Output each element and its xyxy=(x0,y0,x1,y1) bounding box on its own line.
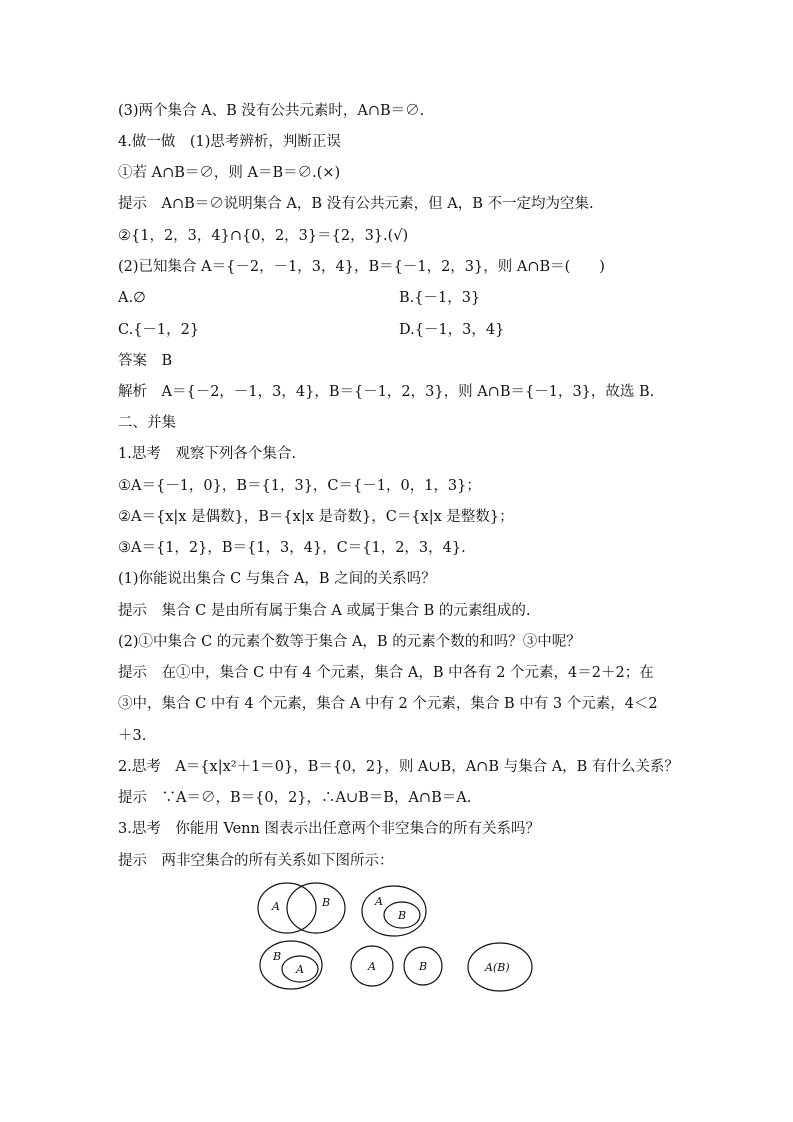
answer-line: 答案 B xyxy=(118,353,173,369)
text-line: ①A＝{－1，0}，B＝{1，3}，C＝{－1，0，1，3}； xyxy=(118,478,481,494)
text-line: ③中，集合 C 中有 4 个元素，集合 A 中有 2 个元素，集合 B 中有 3 个元素，4＜2 xyxy=(118,696,658,712)
venn-b-subset-a xyxy=(362,886,426,936)
option-a: A.∅ xyxy=(118,290,146,306)
text-line: ②A＝{x|x 是偶数}，B＝{x|x 是奇数}，C＝{x|x 是整数}； xyxy=(118,509,514,525)
venn-label-b: B xyxy=(398,909,407,922)
text-line: (2)已知集合 A＝{－2，－1，3，4}，B＝{－1，2，3}，则 A∩B＝( ) xyxy=(118,259,605,275)
text-line: (1)你能说出集合 C 与集合 A，B 之间的关系吗？ xyxy=(118,571,436,587)
text-line: 提示 在①中，集合 C 中有 4 个元素，集合 A，B 中各有 2 个元素，4＝2＋2；在 xyxy=(118,665,654,681)
text-line: 提示 ∵A＝∅，B＝{0，2}，∴A∪B＝B，A∩B＝A. xyxy=(118,790,472,806)
venn-equal xyxy=(468,943,532,991)
explanation-line: 解析 A＝{－2，－1，3，4}，B＝{－1，2，3}，则 A∩B＝{－1，3}，故选 B. xyxy=(118,384,655,400)
text-line: ①若 A∩B＝∅，则 A＝B＝∅.(×) xyxy=(118,165,341,181)
text-line: ＋3. xyxy=(118,728,147,744)
text-line: 提示 两非空集合的所有关系如下图所示： xyxy=(118,853,394,869)
venn-label-a: A xyxy=(368,960,376,973)
text-line: 4.做一做 (1)思考辨析，判断正误 xyxy=(118,134,341,150)
text-line: (2)①中集合 C 的元素个数等于集合 A，B 的元素个数的和吗？③中呢？ xyxy=(118,634,581,650)
venn-a-subset-b xyxy=(260,941,322,989)
text-line: 提示 A∩B＝∅说明集合 A，B 没有公共元素，但 A，B 不一定均为空集. xyxy=(118,196,594,212)
set-a-circle xyxy=(362,886,426,936)
venn-label-b: B xyxy=(273,950,282,963)
venn-overlap xyxy=(258,883,345,933)
venn-label-a: A xyxy=(296,963,304,976)
venn-label-b: B xyxy=(322,896,331,909)
text-line: 提示 集合 C 是由所有属于集合 A 或属于集合 B 的元素组成的. xyxy=(118,603,531,619)
venn-label-a: A xyxy=(272,900,280,913)
venn-label-a: A xyxy=(375,895,383,908)
option-b: B.{－1，3} xyxy=(399,290,481,306)
text-line: (3)两个集合 A、B 没有公共元素时，A∩B＝∅. xyxy=(118,103,425,119)
text-line: 3.思考 你能用 Venn 图表示出任意两个非空集合的所有关系吗？ xyxy=(118,821,540,837)
venn-disjoint xyxy=(351,946,442,986)
text-line: ②{1，2，3，4}∩{0，2，3}＝{2，3}.(√) xyxy=(118,228,409,244)
set-b-circle xyxy=(260,941,322,989)
text-line: 2.思考 A＝{x|x²＋1＝0}，B＝{0，2}，则 A∪B，A∩B 与集合 A，B 有什么关系？ xyxy=(118,759,679,775)
venn-label-b: B xyxy=(419,960,428,973)
text-line: ③A＝{1，2}，B＝{1，3，4}，C＝{1，2，3，4}. xyxy=(118,540,466,556)
section-heading: 二、并集 xyxy=(118,415,176,431)
venn-label-ab: A(B) xyxy=(485,961,510,974)
option-c: C.{－1，2} xyxy=(118,322,200,338)
text-line: 1.思考 观察下列各个集合. xyxy=(118,446,296,462)
option-d: D.{－1，3，4} xyxy=(399,322,505,338)
